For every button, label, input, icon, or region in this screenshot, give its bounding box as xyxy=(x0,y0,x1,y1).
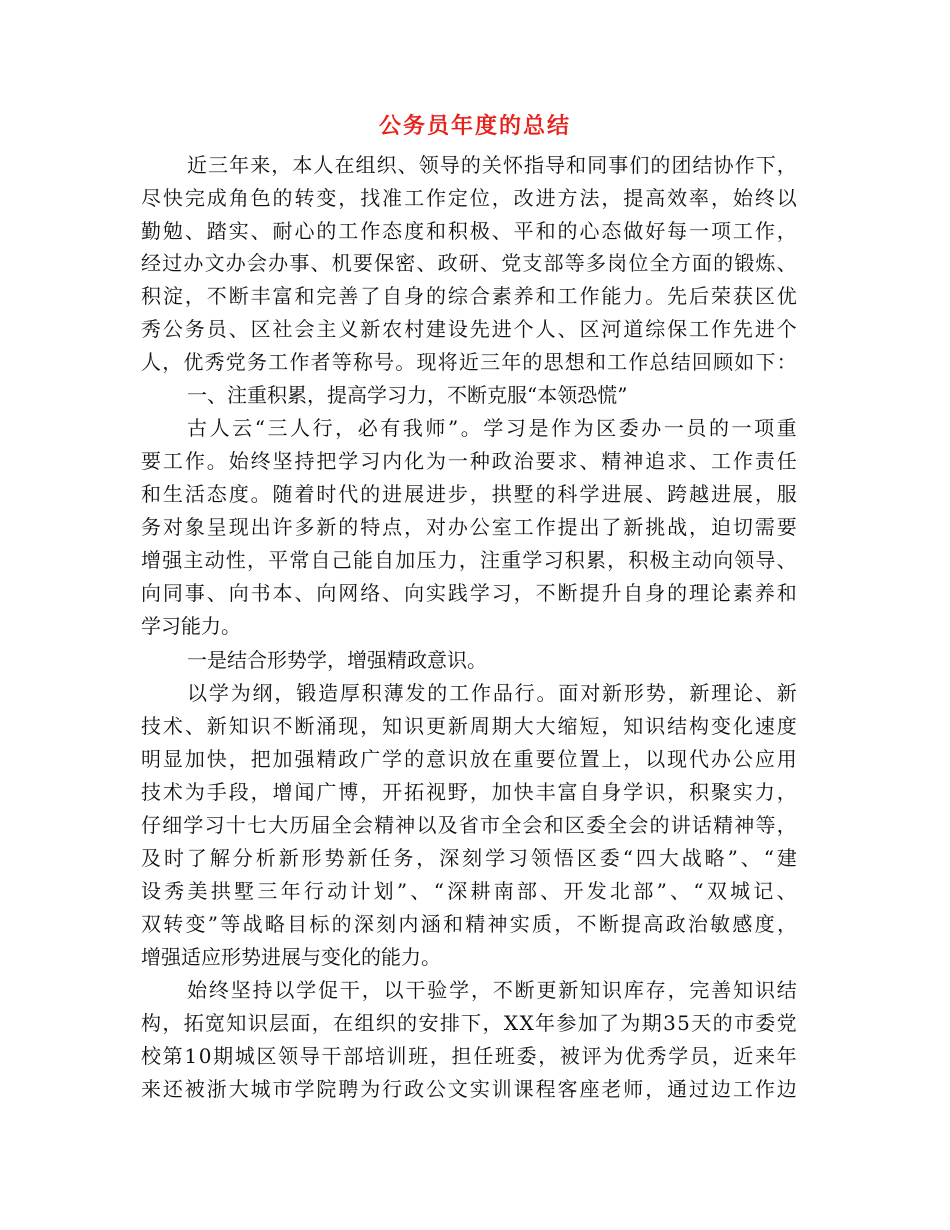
text-line: 校 第 1 0 期 城 区 领 导 干 部 培 训 班 ， 担 任 班 委 ， 被 评 为 优 秀 学 员 ， 近 来 年 xyxy=(141,1044,797,1068)
text-line: 双 转 变 ” 等 战 略 目 标 的 深 刻 内 涵 和 精 神 实 质 ， 不 断 提 高 政 治 敏 感 度 ， xyxy=(141,912,797,936)
text-line: 务 对 象 呈 现 出 许 多 新 的 特 点 ， 对 办 公 室 工 作 提 出 了 新 挑 战 ， 迫 切 需 要 xyxy=(141,515,797,539)
text-line: 尽 快 完 成 角 色 的 转 变 ， 找 准 工 作 定 位 ， 改 进 方 法 ， 提 高 效 率 ， 始 终 以 xyxy=(141,186,797,210)
text-line: 来 还 被 浙 大 城 市 学 院 聘 为 行 政 公 文 实 训 课 程 客 座 老 师 ， 通 过 边 工 作 边 xyxy=(141,1077,797,1101)
text-line: 明 显 加 快 ， 把 加 强 精 政 广 学 的 意 识 放 在 重 要 位 置 上 ， 以 现 代 办 公 应 用 xyxy=(141,747,797,771)
text-line: 始 终 坚 持 以 学 促 干 ， 以 干 验 学 ， 不 断 更 新 知 识 库 存 ， 完 善 知 识 结 xyxy=(187,978,797,1002)
text-line: 增 强 主 动 性 ， 平 常 自 己 能 自 加 压 力 ， 注 重 学 习 积 累 ， 积 极 主 动 向 领 导 、 xyxy=(141,548,797,572)
text-line: 勤 勉 、 踏 实 、 耐 心 的 工 作 态 度 和 积 极 、 平 和 的 心 态 做 好 每 一 项 工 作 ， xyxy=(141,219,797,243)
text-line: 和 生 活 态 度 。 随 着 时 代 的 进 展 进 步 ， 拱 墅 的 科 学 进 展 、 跨 越 进 展 ， 服 xyxy=(141,482,797,506)
text-line: 设 秀 美 拱 墅 三 年 行 动 计 划 ” 、 “ 深 耕 南 部 、 开 发 北 部 ” 、 “ 双 城 记 、 xyxy=(141,879,797,903)
text-line: 经 过 办 文 办 会 办 事 、 机 要 保 密 、 政 研 、 党 支 部 等 多 岗 位 全 方 面 的 锻 炼 、 xyxy=(141,251,797,275)
text-line: 以 学 为 纲 ， 锻 造 厚 积 薄 发 的 工 作 品 行 。 面 对 新 形 势 ， 新 理 论 、 新 xyxy=(187,681,797,705)
text-line: 要 工 作 。 始 终 坚 持 把 学 习 内 化 为 一 种 政 治 要 求 、 精 神 追 求 、 工 作 责 任 xyxy=(141,449,797,473)
text-line: 增强适应形势进展与变化的能力。 xyxy=(141,945,441,969)
text-line: 技 术 为 手 段 ， 增 闻 广 博 ， 开 拓 视 野 ， 加 快 丰 富 自 身 学 识 ， 积 聚 实 力 ， xyxy=(141,780,797,804)
text-line: 及 时 了 解 分 析 新 形 势 新 任 务 ， 深 刻 学 习 领 悟 区 委 “ 四 大 战 略 ” 、 “ 建 xyxy=(141,846,797,870)
text-line: 古 人 云 “ 三 人 行 ， 必 有 我 师 ” 。 学 习 是 作 为 区 委 办 一 员 的 一 项 重 xyxy=(187,416,797,440)
text-line: 仔 细 学 习 十 七 大 历 届 全 会 精 神 以 及 省 市 全 会 和 区 委 全 会 的 讲 话 精 神 等 ， xyxy=(141,813,797,837)
text-line: 秀 公 务 员 、 区 社 会 主 义 新 农 村 建 设 先 进 个 人 、 区 河 道 综 保 工 作 先 进 个 xyxy=(141,317,797,341)
text-line: 构 ， 拓 宽 知 识 层 面 ， 在 组 织 的 安 排 下 ， X X 年 参 加 了 为 期 3 5 天 的 市 委 党 xyxy=(141,1011,797,1035)
text-line: 技 术 、 新 知 识 不 断 涌 现 ， 知 识 更 新 周 期 大 大 缩 短 ， 知 识 结 构 变 化 速 度 xyxy=(141,714,797,738)
text-line: 一、注重积累，提高学习力，不断克服“本领恐慌” xyxy=(187,383,628,407)
text-line: 人 ， 优 秀 党 务 工 作 者 等 称 号 。 现 将 近 三 年 的 思 想 和 工 作 总 结 回 顾 如 下 ： xyxy=(141,350,797,374)
text-line: 一是结合形势学，增强精政意识。 xyxy=(187,648,487,672)
text-line: 积 淀 ， 不 断 丰 富 和 完 善 了 自 身 的 综 合 素 养 和 工 作 能 力 。 先 后 荣 获 区 优 xyxy=(141,284,797,308)
text-line: 学习能力。 xyxy=(141,614,241,638)
text-line: 向 同 事 、 向 书 本 、 向 网 络 、 向 实 践 学 习 ， 不 断 提 升 自 身 的 理 论 素 养 和 xyxy=(141,581,797,605)
text-line: 近 三 年 来 ， 本 人 在 组 织 、 领 导 的 关 怀 指 导 和 同 事 们 的 团 结 协 作 下 ， xyxy=(187,153,797,177)
document-title: 公务员年度的总结 xyxy=(378,113,571,139)
